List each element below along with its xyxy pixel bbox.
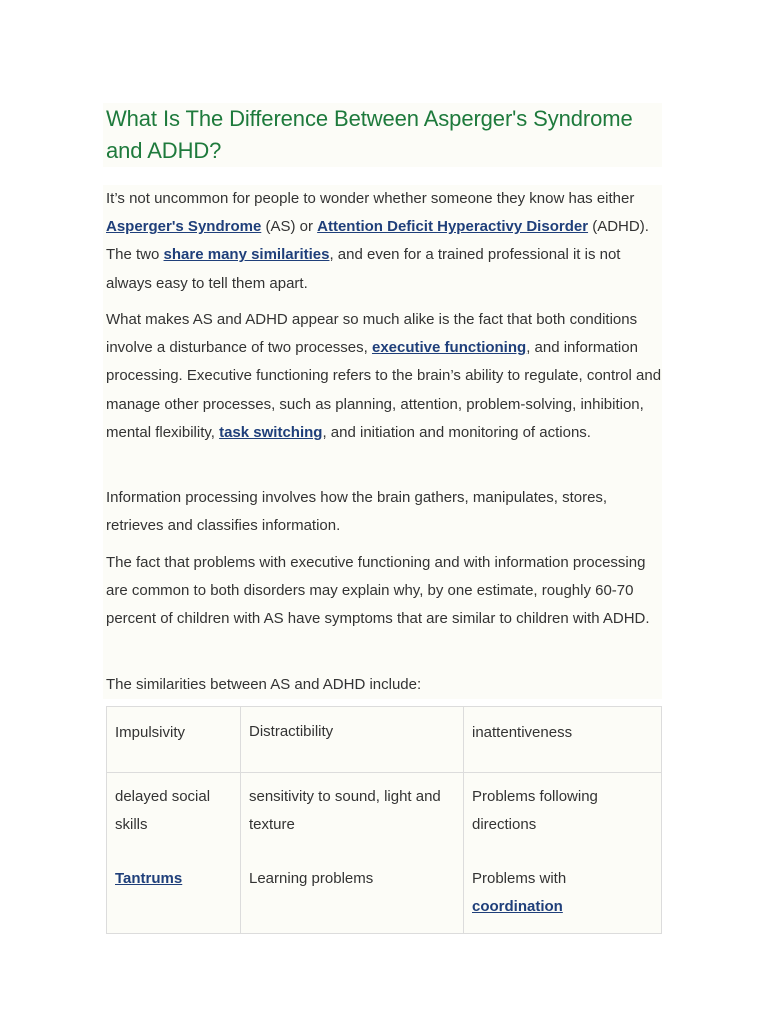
- cell-spacer: [115, 839, 232, 865]
- paragraph-text: , and initiation and monitoring of actions.: [322, 423, 591, 441]
- aspergers-syndrome-link[interactable]: Asperger's Syndrome: [106, 218, 262, 236]
- paragraph-text: (ADHD). The two: [106, 218, 649, 264]
- cell-text: inattentiveness: [472, 724, 573, 741]
- cell-text: Problems with: [472, 870, 567, 887]
- paragraph-intro: [103, 185, 662, 298]
- paragraph-estimate: The fact that problems with executive functioning and with information processing are common to both disorders may explain why, by one estimate, roughly 60-70 percent of children with AS have symptoms that are similar to children with ADHD.: [106, 554, 650, 628]
- paragraph-text: (AS) or: [261, 218, 318, 236]
- table-cell: [464, 707, 662, 773]
- cell-text: Problems following directions: [472, 788, 598, 833]
- article-body: [103, 185, 662, 699]
- table-cell: [241, 707, 464, 773]
- tantrums-link[interactable]: Tantrums: [115, 870, 183, 887]
- article-title: What Is The Difference Between Asperger's Syndrome and ADHD?: [106, 106, 633, 163]
- similarities-table: [106, 706, 662, 934]
- cell-spacer: [249, 839, 455, 865]
- cell-text: Impulsivity: [115, 724, 186, 741]
- table-cell: [107, 707, 241, 773]
- table-cell: [464, 773, 662, 934]
- paragraph-text: It’s not uncommon for people to wonder whether someone they know has either: [106, 190, 635, 207]
- paragraph-text: , and information processing. Executive functioning refers to the brain’s ability to regulate, control and manage other processes, such as planning, attention, problem-solving, inhibition, mental flexibility,: [106, 339, 662, 441]
- table-cell: [241, 773, 464, 934]
- paragraph-executive-functioning: [103, 306, 662, 447]
- cell-text: Distractibility: [249, 723, 334, 740]
- table-row: [107, 707, 662, 773]
- paragraph-similarities-intro: The similarities between AS and ADHD include:: [106, 676, 422, 693]
- table-cell: [107, 773, 241, 934]
- paragraph-information-processing: Information processing involves how the brain gathers, manipulates, stores, retrieves and classifies information.: [106, 489, 608, 535]
- coordination-link[interactable]: coordination: [472, 898, 563, 915]
- cell-text: sensitivity to sound, light and texture: [249, 788, 441, 833]
- cell-text: delayed social skills: [115, 788, 211, 833]
- paragraph-text: What makes AS and ADHD appear so much alike is the fact that both conditions involve a disturbance of two processes,: [106, 311, 638, 357]
- share-many-similarities-link[interactable]: share many similarities: [163, 246, 330, 264]
- task-switching-link[interactable]: task switching: [219, 423, 323, 441]
- cell-text: Learning problems: [249, 870, 374, 887]
- executive-functioning-link[interactable]: executive functioning: [371, 339, 527, 357]
- table-row: [107, 773, 662, 934]
- article-title-block: [103, 103, 662, 167]
- cell-spacer: [472, 839, 653, 865]
- paragraph-text: , and even for a trained professional it is not always easy to tell them apart.: [106, 246, 621, 292]
- adhd-link[interactable]: Attention Deficit Hyperactivy Disorder: [317, 218, 589, 236]
- cell-text-with-link: [472, 865, 653, 921]
